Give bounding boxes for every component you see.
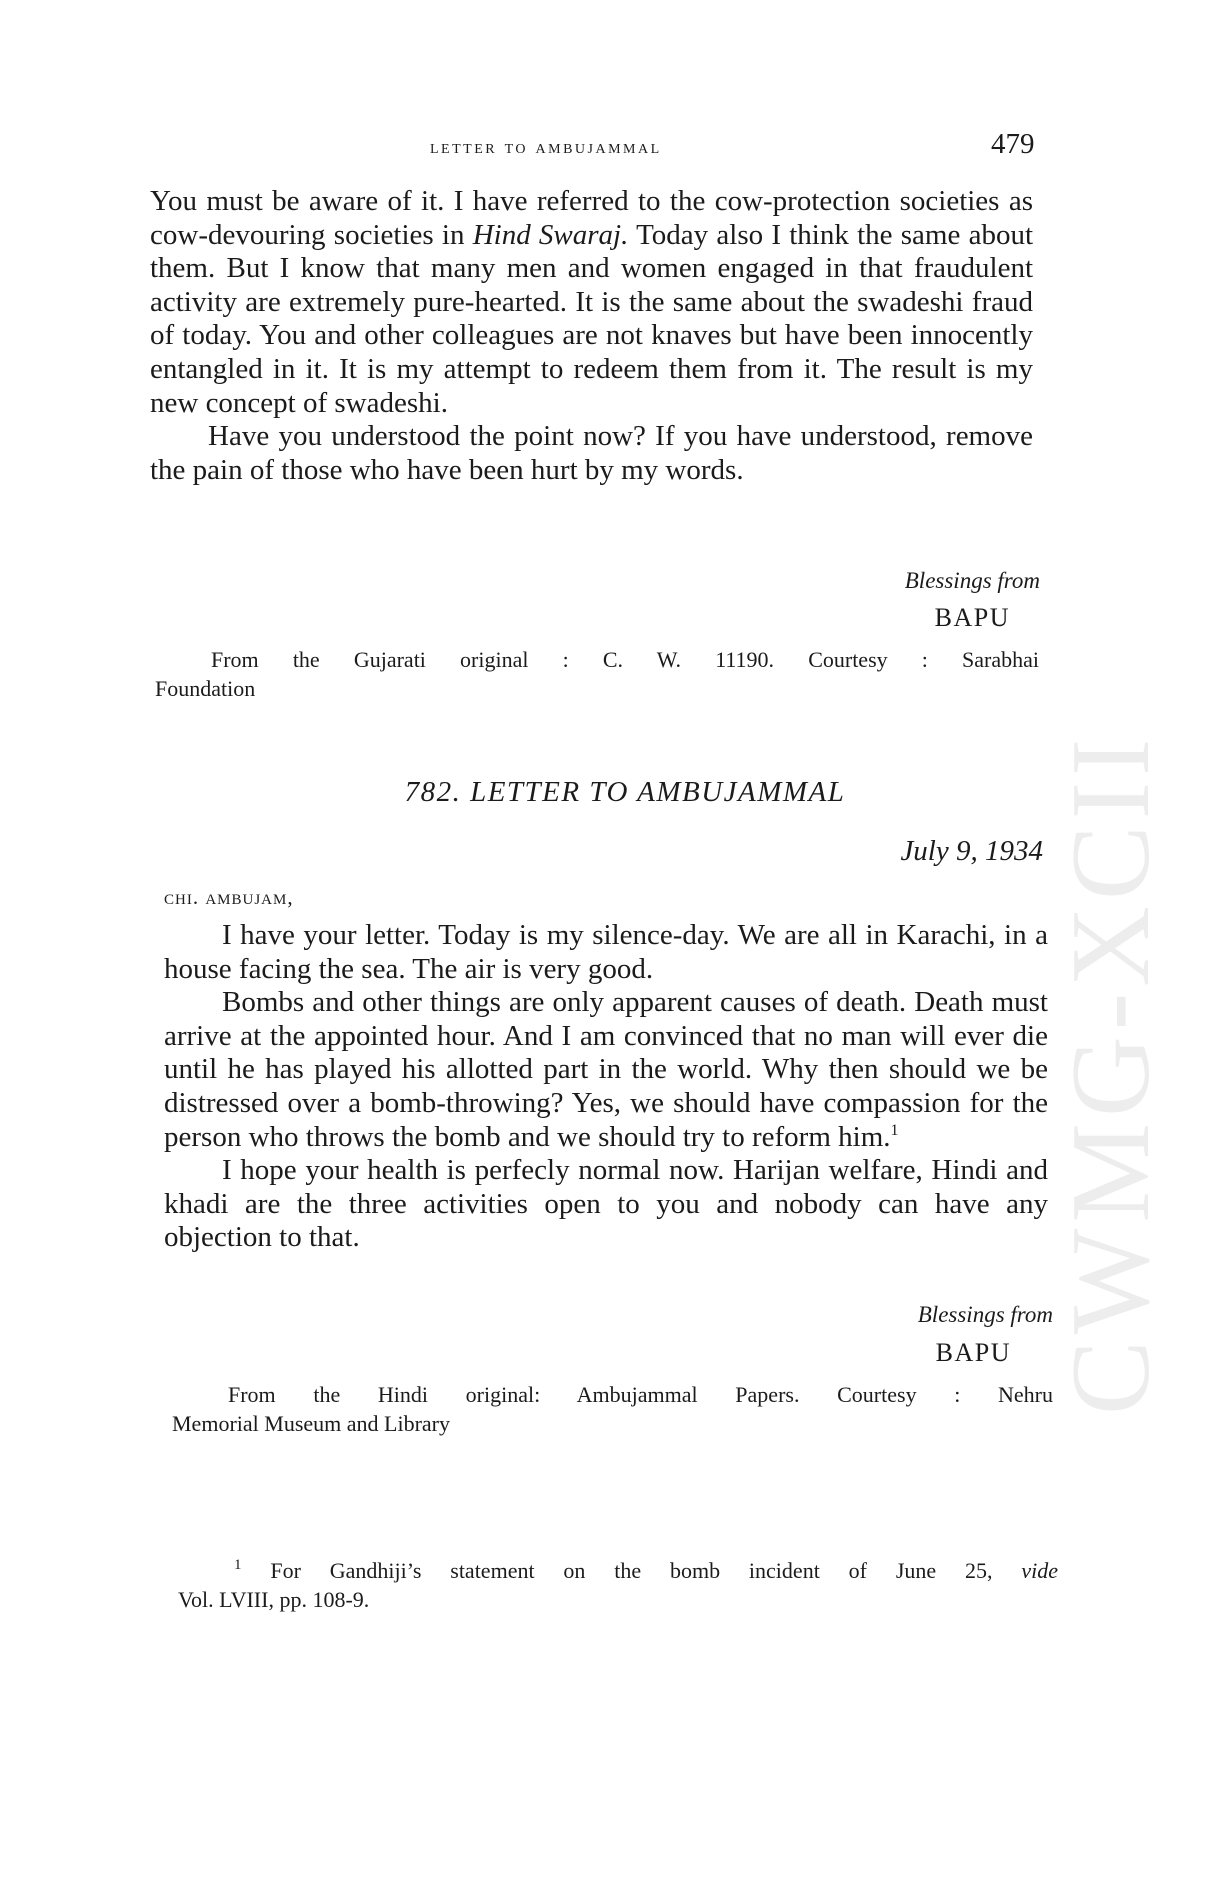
letter2-salutation: chi. ambujam, — [164, 885, 294, 909]
book-title-hind-swaraj: Hind Swaraj. — [472, 218, 629, 251]
page-number: 479 — [991, 128, 1035, 160]
letter1-source-note — [155, 645, 1039, 703]
letter1-paragraph-1 — [150, 185, 1033, 420]
letter2-paragraph-2 — [164, 986, 1048, 1154]
letter1-signature: BAPU — [934, 603, 1010, 632]
watermark: CWMG-XCII — [1049, 732, 1173, 1415]
letter2-blessings: Blessings from — [917, 1302, 1053, 1327]
letter1-body — [150, 185, 1033, 487]
footnote — [178, 1556, 1058, 1614]
letter2-body — [164, 919, 1048, 1255]
letter2-signature: BAPU — [935, 1338, 1011, 1367]
letter1-source-line-1: From the Gujarati original : C. W. 11190. Courtesy : Sarabhai — [211, 647, 1039, 672]
letter2-paragraph-3: I hope your health is perfecly normal now. Harijan welfare, Hindi and khadi are the three activities open to you and nobody can have any objection to that. — [164, 1154, 1048, 1254]
letter1-paragraph-1-text-cont: Today also I think the same about them. But I know that many men and women engaged in that fraudulent activity are extremely pure-hearted. It is the same about the swadeshi fraud of today. You and other colleagues are not knaves but have been innocently entangled in it. It is my attempt to redeem them from it. The result is my new concept of swadeshi. — [150, 218, 1034, 419]
footnote-reference: 1 — [890, 1121, 899, 1139]
running-head: letter to ambujammal — [430, 136, 662, 158]
letter1-source-line-2: Foundation — [155, 676, 256, 701]
letter2-source-line-1: From the Hindi original: Ambujammal Papers. Courtesy : Nehru — [228, 1382, 1053, 1407]
letter2-source-note — [172, 1380, 1053, 1438]
footnote-line-1 — [178, 1556, 1058, 1585]
letter2-source-line-2: Memorial Museum and Library — [172, 1411, 450, 1436]
letter2-paragraph-2-text: Bombs and other things are only apparent causes of death. Death must arrive at the appointed hour. And I am convinced that no man will ever die until he has played his allotted part in the world. Why then should we be distressed over a bomb-throwing? Yes, we should have compassion for the person who throws the bomb and we should try to reform him. — [164, 986, 1048, 1153]
letter2-title: 782. LETTER TO AMBUJAMMAL — [404, 776, 846, 808]
footnote-marker: 1 — [234, 1557, 242, 1573]
letter1-blessings: Blessings from — [904, 568, 1040, 593]
letter2-paragraph-1: I have your letter. Today is my silence-day. We are all in Karachi, in a house facing the sea. The air is very good. — [164, 919, 1048, 985]
letter1-paragraph-2: Have you understood the point now? If you have understood, remove the pain of those who have been hurt by my words. — [150, 420, 1033, 486]
footnote-line-2: Vol. LVIII, pp. 108-9. — [178, 1587, 370, 1612]
letter2-date: July 9, 1934 — [900, 835, 1043, 867]
footnote-text: For Gandhiji’s statement on the bomb incident of June 25, — [241, 1558, 1022, 1583]
footnote-vide: vide — [1021, 1558, 1058, 1583]
letter1-paragraph-1-text: You must be aware of it. I have referred to the cow-protection societies as cow-devouring societies in — [150, 185, 1033, 251]
